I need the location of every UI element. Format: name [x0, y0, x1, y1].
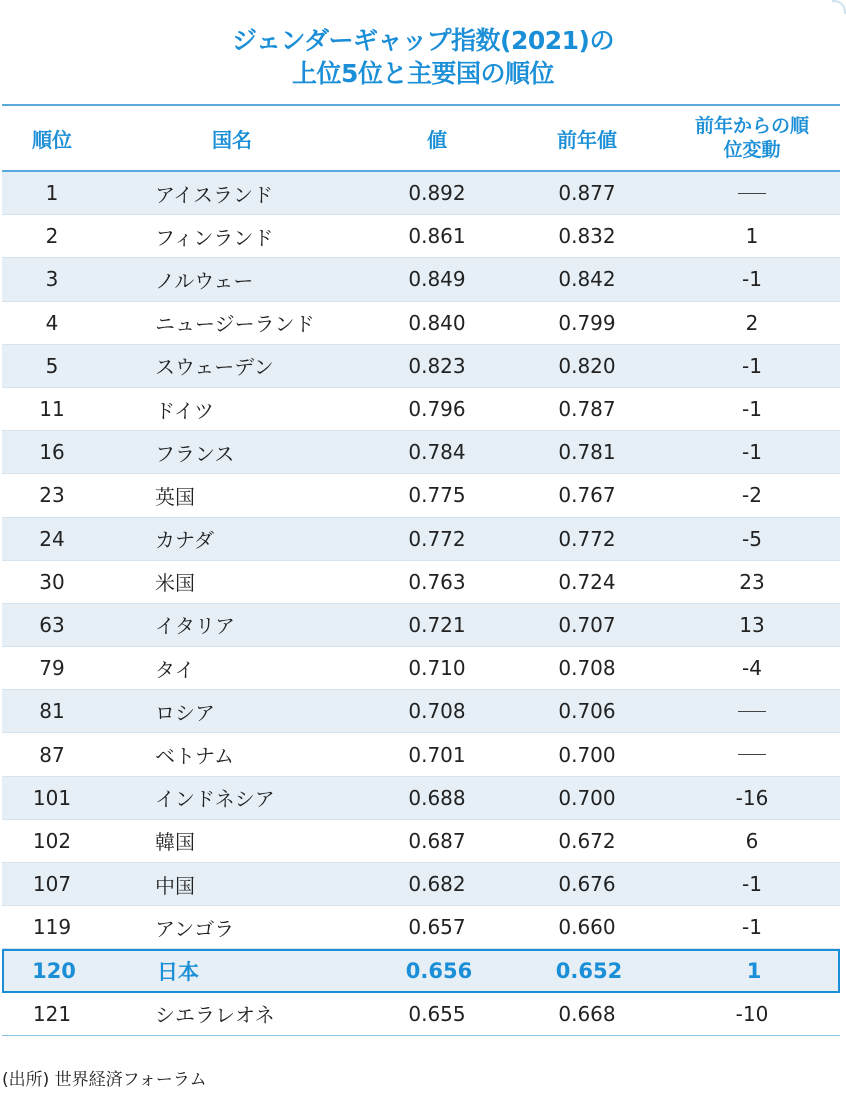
table-row	[2, 561, 840, 604]
cell-change: -1	[742, 267, 762, 292]
table-row	[2, 906, 840, 949]
table-header	[2, 104, 840, 172]
cell-value: 0.655	[408, 1001, 466, 1026]
table-row	[2, 258, 840, 301]
no-change-dash	[738, 711, 766, 712]
title-line-2: 上位5位と主要国の順位	[292, 59, 554, 88]
cell-country: タイ	[155, 657, 195, 682]
cell-country: 韓国	[155, 830, 195, 855]
table-row	[2, 518, 840, 561]
cell-country: アンゴラ	[155, 916, 235, 941]
cell-change: -1	[742, 353, 762, 378]
cell-rank: 120	[32, 958, 76, 983]
cell-value: 0.687	[408, 828, 466, 853]
table-row	[2, 647, 840, 690]
cell-country: 米国	[155, 571, 195, 596]
cell-country: ドイツ	[155, 398, 214, 423]
cell-prev-value: 0.660	[558, 915, 616, 940]
header-prev-value: 前年値	[557, 127, 617, 152]
title-line-1: ジェンダーギャップ指数(2021)の	[232, 26, 614, 55]
cell-country: フランス	[155, 441, 235, 466]
cell-country: 中国	[155, 873, 195, 898]
cell-country: インドネシア	[155, 787, 275, 812]
cell-change: 13	[739, 612, 765, 637]
cell-prev-value: 0.820	[558, 353, 616, 378]
cell-rank: 121	[32, 1001, 72, 1026]
table-row	[2, 733, 840, 776]
cell-change: -5	[742, 526, 762, 551]
cell-rank: 1	[45, 181, 59, 206]
cell-rank: 11	[39, 397, 65, 422]
cell-change: 2	[745, 310, 759, 335]
table-row	[2, 993, 840, 1036]
cell-change: -1	[742, 915, 762, 940]
cell-change	[672, 172, 832, 214]
cell-prev-value: 0.799	[558, 310, 616, 335]
table-row	[2, 474, 840, 517]
cell-value: 0.775	[408, 483, 466, 508]
table-row	[2, 604, 840, 647]
cell-prev-value: 0.708	[558, 656, 616, 681]
cell-country: 英国	[155, 484, 195, 509]
cell-prev-value: 0.724	[558, 569, 616, 594]
table-row	[2, 345, 840, 388]
cell-change: 23	[739, 569, 765, 594]
cell-value: 0.688	[408, 785, 466, 810]
table-row	[2, 431, 840, 474]
cell-country: スウェーデン	[155, 355, 274, 380]
cell-value: 0.656	[405, 958, 473, 983]
cell-rank: 24	[39, 526, 65, 551]
table-row	[2, 388, 840, 431]
cell-value: 0.708	[408, 699, 466, 724]
ranking-table	[2, 104, 840, 1036]
cell-prev-value: 0.707	[558, 612, 616, 637]
no-change-dash	[738, 754, 766, 755]
table-row	[2, 172, 840, 215]
table-row	[2, 777, 840, 820]
cell-change: 1	[746, 958, 762, 983]
table-row	[2, 215, 840, 258]
cell-rank: 30	[39, 569, 65, 594]
cell-prev-value: 0.787	[558, 397, 616, 422]
header-value: 値	[427, 127, 447, 152]
header-change	[672, 106, 832, 170]
cell-value: 0.721	[408, 612, 466, 637]
cell-value: 0.823	[408, 353, 466, 378]
cell-prev-value: 0.842	[558, 267, 616, 292]
cell-country: 日本	[157, 959, 199, 984]
cell-country: イタリア	[155, 614, 235, 639]
cell-rank: 81	[39, 699, 65, 724]
page-title	[0, 24, 846, 90]
cell-rank: 79	[39, 656, 65, 681]
source-note: (出所) 世界経済フォーラム	[2, 1070, 207, 1090]
cell-value: 0.784	[408, 440, 466, 465]
table-row	[2, 820, 840, 863]
cell-rank: 23	[39, 483, 65, 508]
cell-country: ニュージーランド	[155, 312, 315, 337]
cell-prev-value: 0.700	[558, 742, 616, 767]
cell-country: ノルウェー	[155, 268, 254, 293]
table-row	[2, 690, 840, 733]
cell-country: ベトナム	[155, 744, 234, 769]
cell-prev-value: 0.700	[558, 785, 616, 810]
cell-change: -16	[735, 785, 769, 810]
cell-prev-value: 0.877	[558, 181, 616, 206]
table-body	[2, 172, 840, 1036]
cell-change	[672, 690, 832, 732]
cell-prev-value: 0.781	[558, 440, 616, 465]
header-rank: 順位	[32, 127, 72, 152]
cell-change	[672, 733, 832, 775]
header-change-line-1: 前年からの順	[694, 115, 809, 137]
cell-prev-value: 0.668	[558, 1001, 616, 1026]
cell-change: 1	[745, 224, 759, 249]
cell-change: -4	[742, 656, 762, 681]
cell-country: フィンランド	[155, 225, 274, 250]
cell-value: 0.772	[408, 526, 466, 551]
cell-value: 0.682	[408, 872, 466, 897]
cell-rank: 63	[39, 612, 65, 637]
frame-corner	[832, 0, 846, 14]
cell-prev-value: 0.672	[558, 828, 616, 853]
cell-rank: 119	[32, 915, 72, 940]
cell-rank: 101	[32, 785, 72, 810]
table-row	[2, 949, 840, 992]
cell-change: -1	[742, 440, 762, 465]
no-change-dash	[738, 193, 766, 194]
cell-change: -10	[735, 1001, 769, 1026]
header-country: 国名	[212, 127, 252, 152]
cell-prev-value: 0.772	[558, 526, 616, 551]
cell-rank: 102	[32, 828, 72, 853]
cell-value: 0.861	[408, 224, 466, 249]
cell-value: 0.840	[408, 310, 466, 335]
cell-prev-value: 0.767	[558, 483, 616, 508]
cell-rank: 87	[39, 742, 65, 767]
cell-change: -1	[742, 872, 762, 897]
cell-rank: 4	[45, 310, 59, 335]
cell-country: カナダ	[155, 528, 214, 553]
cell-prev-value: 0.832	[558, 224, 616, 249]
cell-rank: 5	[45, 353, 59, 378]
cell-value: 0.892	[408, 181, 466, 206]
cell-prev-value: 0.706	[558, 699, 616, 724]
header-change-line-2: 位変動	[723, 139, 781, 161]
cell-value: 0.849	[408, 267, 466, 292]
cell-change: -1	[742, 397, 762, 422]
cell-change: -2	[742, 483, 762, 508]
cell-value: 0.657	[408, 915, 466, 940]
cell-rank: 3	[45, 267, 59, 292]
cell-change: 6	[745, 828, 759, 853]
cell-country: シエラレオネ	[155, 1003, 275, 1028]
table-row	[2, 302, 840, 345]
cell-country: アイスランド	[155, 182, 273, 207]
cell-value: 0.796	[408, 397, 466, 422]
cell-value: 0.763	[408, 569, 466, 594]
cell-value: 0.710	[408, 656, 466, 681]
cell-country: ロシア	[155, 700, 215, 725]
cell-rank: 107	[32, 872, 72, 897]
cell-value: 0.701	[408, 742, 466, 767]
cell-rank: 2	[45, 224, 59, 249]
cell-prev-value: 0.676	[558, 872, 616, 897]
cell-rank: 16	[39, 440, 65, 465]
cell-prev-value: 0.652	[555, 958, 623, 983]
table-row	[2, 863, 840, 906]
